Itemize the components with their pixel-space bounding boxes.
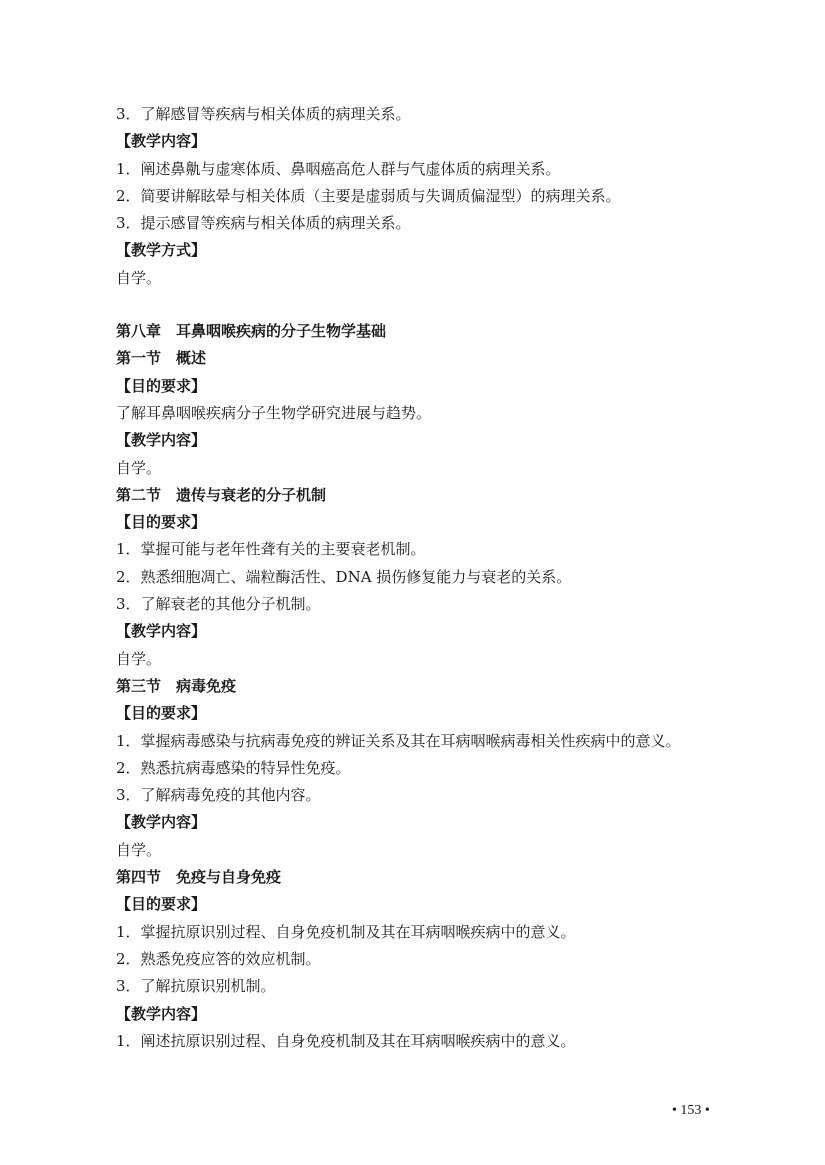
heading-line: 【教学内容】 (116, 813, 207, 832)
text-line: 3．了解感冒等疾病与相关体质的病理关系。 (116, 105, 411, 123)
section-gap (116, 292, 756, 318)
text-line: 了解耳鼻咽喉疾病分子生物学研究进展与趋势。 (116, 403, 432, 422)
text-line: 1．掌握可能与老年性聋有关的主要衰老机制。 (116, 540, 426, 559)
text-line: 2．熟悉细胞凋亡、端粒酶活性、DNA 损伤修复能力与衰老的关系。 (116, 567, 572, 586)
heading-line: 【目的要求】 (116, 376, 207, 395)
heading-line: 第八章 耳鼻咽喉疾病的分子生物学基础 (116, 322, 387, 341)
text-line: 1．阐述抗原识别过程、自身免疫机制及其在耳病咽喉疾病中的意义。 (116, 1031, 576, 1050)
text-line: 3．了解衰老的其他分子机制。 (116, 595, 321, 614)
heading-line: 【目的要求】 (116, 895, 207, 914)
text-line: 2．熟悉免疫应答的效应机制。 (116, 949, 321, 968)
text-line: 自学。 (116, 649, 162, 668)
text-line: 自学。 (116, 458, 162, 477)
text-line: 1．阐述鼻鼽与虚寒体质、鼻咽癌高危人群与气虚体质的病理关系。 (116, 159, 561, 178)
heading-line: 【教学内容】 (116, 1004, 207, 1023)
heading-line: 【教学方式】 (116, 241, 207, 260)
heading-line: 【教学内容】 (116, 622, 207, 641)
text-line: 3．了解抗原识别机制。 (116, 977, 276, 996)
heading-line: 第二节 遗传与衰老的分子机制 (116, 485, 327, 504)
heading-line: 【教学内容】 (116, 132, 207, 151)
heading-line: 第三节 病毒免疫 (116, 676, 237, 695)
page-number: • 153 • (672, 1103, 710, 1118)
text-line: 自学。 (116, 840, 162, 859)
text-line: 1．掌握病毒感染与抗病毒免疫的辨证关系及其在耳病咽喉病毒相关性疾病中的意义。 (116, 731, 681, 750)
heading-line: 第四节 免疫与自身免疫 (116, 868, 282, 887)
document-body (116, 101, 756, 1055)
heading-line: 第一节 概述 (116, 349, 207, 368)
text-line: 1．掌握抗原识别过程、自身免疫机制及其在耳病咽喉疾病中的意义。 (116, 922, 576, 941)
text-line: 3．提示感冒等疾病与相关体质的病理关系。 (116, 214, 411, 233)
heading-line: 【目的要求】 (116, 513, 207, 532)
heading-line: 【目的要求】 (116, 704, 207, 723)
text-line: 自学。 (116, 268, 162, 287)
text-line: 2．简要讲解眩晕与相关体质（主要是虚弱质与失调质偏湿型）的病理关系。 (116, 186, 621, 205)
heading-line: 【教学内容】 (116, 431, 207, 450)
text-line: 2．熟悉抗病毒感染的特异性免疫。 (116, 758, 351, 777)
text-line: 3．了解病毒免疫的其他内容。 (116, 786, 321, 805)
